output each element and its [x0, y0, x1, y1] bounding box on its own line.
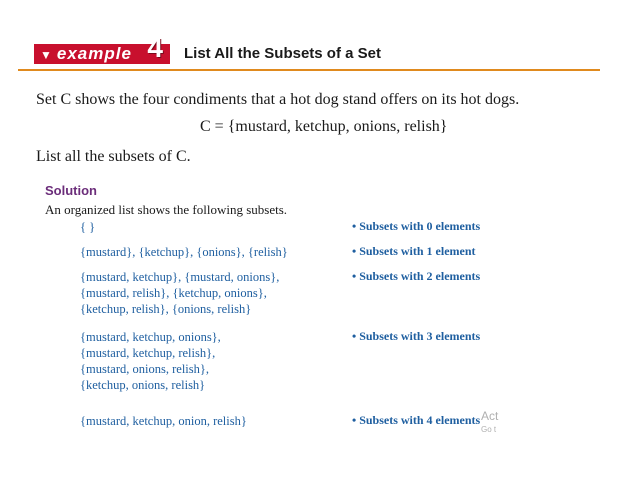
note-0-elements: • Subsets with 0 elements	[352, 219, 481, 233]
subset-line: {mustard, onions, relish},	[80, 362, 210, 376]
example-badge	[34, 32, 170, 64]
set-equation: C = {mustard, ketchup, onions, relish}	[200, 118, 448, 135]
example-banner	[18, 32, 600, 70]
subset-line: {mustard, ketchup, relish},	[80, 346, 216, 360]
example-title: List All the Subsets of a Set	[184, 45, 381, 62]
solution-heading: Solution	[45, 183, 97, 198]
subsets-2-elements	[80, 269, 279, 317]
subset-line: {mustard, ketchup}, {mustard, onions},	[80, 270, 280, 284]
subsets-3-elements	[80, 329, 221, 393]
subset-line: {ketchup, relish}, {onions, relish}	[80, 302, 252, 316]
problem-question: List all the subsets of C.	[36, 148, 191, 165]
badge-word: example	[56, 44, 132, 63]
subset-line: {mustard, relish}, {ketchup, onions},	[80, 286, 267, 300]
note-1-element: • Subsets with 1 element	[352, 244, 476, 258]
activation-watermark	[481, 409, 499, 434]
subsets-1-element	[80, 244, 288, 260]
watermark-subtext: Go t	[481, 425, 497, 434]
note-2-elements: • Subsets with 2 elements	[352, 269, 481, 283]
solution-intro: An organized list shows the following subsets.	[45, 202, 288, 217]
subset-line: {mustard, ketchup, onion, relish}	[80, 414, 247, 428]
problem-statement: Set C shows the four condiments that a hot dog stand offers on its hot dogs.	[36, 91, 520, 108]
subset-line: { }	[80, 220, 96, 234]
note-4-elements: • Subsets with 4 elements	[352, 413, 481, 427]
subset-line: {mustard}, {ketchup}, {onions}, {relish}	[80, 245, 288, 259]
subset-line: {ketchup, onions, relish}	[80, 378, 206, 392]
subset-line: {mustard, ketchup, onions},	[80, 330, 221, 344]
watermark-text: Act	[481, 409, 499, 423]
badge-number: 4	[147, 32, 164, 63]
header-rule	[18, 69, 600, 71]
triangle-down-icon: ▼	[40, 48, 53, 62]
subsets-4-elements	[80, 413, 247, 429]
subsets-0-elements	[80, 219, 95, 235]
note-3-elements: • Subsets with 3 elements	[352, 329, 481, 343]
